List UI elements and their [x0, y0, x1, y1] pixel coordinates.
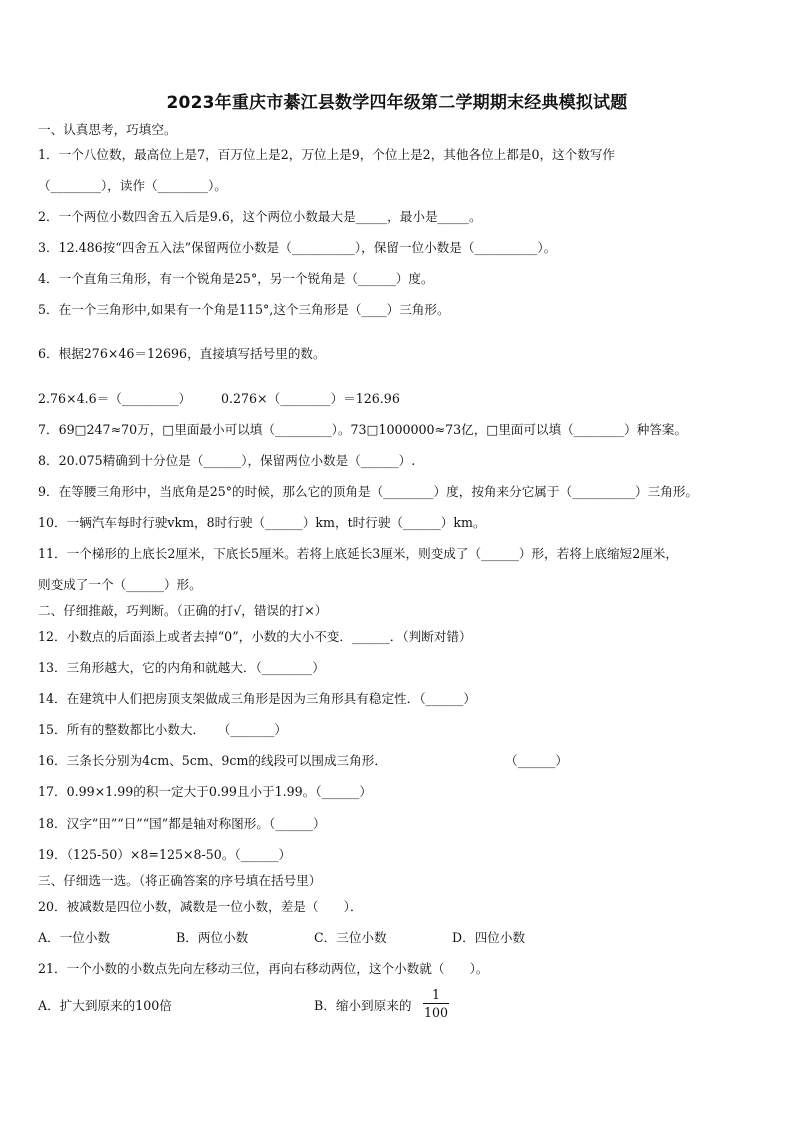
- question-2: 2．一个两位小数四舍五入后是9.6，这个两位小数最大是_____，最小是_____。: [38, 209, 482, 224]
- section-heading-choice: 三、仔细选一选。（将正确答案的序号填在括号里）: [38, 873, 322, 888]
- question-10: 10．一辆汽车每时行驶vkm，8时行驶（______）km，t时行驶（______）km。: [38, 515, 486, 530]
- question-21: 21．一个小数的小数点先向左移动三位，再向右移动两位，这个小数就（ ）。: [38, 961, 489, 976]
- q21-option-a: A．扩大到原来的100倍: [38, 998, 172, 1013]
- q21-option-b-fraction: [423, 987, 449, 1020]
- question-19: 19．（125-50）×8=125×8-50。（______）: [38, 847, 292, 862]
- q20-option-c: C．三位小数: [314, 930, 387, 945]
- question-3: 3．12.486按“四舍五入法”保留两位小数是（__________），保留一位小数是（__________）。: [38, 240, 557, 255]
- page-title: 2023年重庆市綦江县数学四年级第二学期期末经典模拟试题: [166, 93, 628, 113]
- question-1-answer-line: （________），读作（________）。: [38, 178, 227, 193]
- q20-option-a: A．一位小数: [38, 930, 111, 945]
- q21-option-b: B．缩小到原来的: [314, 998, 412, 1013]
- question-16: 16．三条长分别为4cm、5cm、9cm的线段可以围成三角形．: [38, 753, 387, 768]
- fraction-numerator: 1: [431, 987, 440, 1002]
- question-5: 5．在一个三角形中,如果有一个角是115°,这个三角形是（____）三角形。: [38, 302, 450, 317]
- question-8: 8．20.075精确到十分位是（______），保留两位小数是（______）.: [38, 453, 416, 468]
- question-14: 14．在建筑中人们把房顶支架做成三角形是因为三角形具有稳定性．（______）: [38, 691, 476, 706]
- question-16-answer-blank: （______）: [505, 753, 568, 768]
- question-6-part-b: 0.276×（________）＝126.96: [221, 391, 400, 406]
- q20-option-d: D．四位小数: [452, 930, 526, 945]
- question-11: 11．一个梯形的上底长2厘米，下底长5厘米。若将上底延长3厘米，则变成了（______）形，若将上底缩短2厘米，: [38, 546, 678, 561]
- fraction-denominator: 100: [423, 1005, 449, 1020]
- question-6: 6．根据276×46＝12696，直接填写括号里的数。: [38, 346, 326, 361]
- section-heading-fill-in: 一、认真思考，巧填空。: [38, 122, 177, 137]
- question-6-part-a: 2.76×4.6＝（_________）: [38, 391, 192, 406]
- question-11-continued: 则变成了一个（______）形。: [38, 577, 202, 592]
- question-12: 12．小数点的后面添上或者去掉“0”，小数的大小不变．______．（判断对错）: [38, 629, 472, 644]
- question-15: 15．所有的整数都比小数大． （_______）: [38, 722, 288, 737]
- question-20: 20．被减数是四位小数，减数是一位小数，差是（ ）．: [38, 899, 363, 914]
- section-heading-judge: 二、仔细推敲，巧判断。（正确的打√，错误的打×）: [38, 603, 328, 618]
- question-18: 18．汉字“田”“日”“国”都是轴对称图形。（______）: [38, 816, 326, 831]
- question-7: 7．69□247≈70万，□里面最小可以填（_________）。73□1000000≈73亿，□里面可以填（________）种答案。: [38, 422, 688, 437]
- fraction-bar: [423, 1003, 449, 1004]
- question-13: 13．三角形越大，它的内角和就越大．（________）: [38, 660, 325, 675]
- question-9: 9．在等腰三角形中，当底角是25°的时候，那么它的顶角是（________）度，按角来分它属于（__________）三角形。: [38, 484, 699, 499]
- question-1: 1．一个八位数，最高位上是7，百万位上是2，万位上是9，个位上是2，其他各位上都是0，这个数写作: [38, 147, 616, 162]
- question-17: 17．0.99×1.99的积一定大于0.99且小于1.99。（______）: [38, 784, 372, 799]
- q20-option-b: B．两位小数: [176, 930, 249, 945]
- question-4: 4．一个直角三角形，有一个锐角是25°，另一个锐角是（______）度。: [38, 271, 434, 286]
